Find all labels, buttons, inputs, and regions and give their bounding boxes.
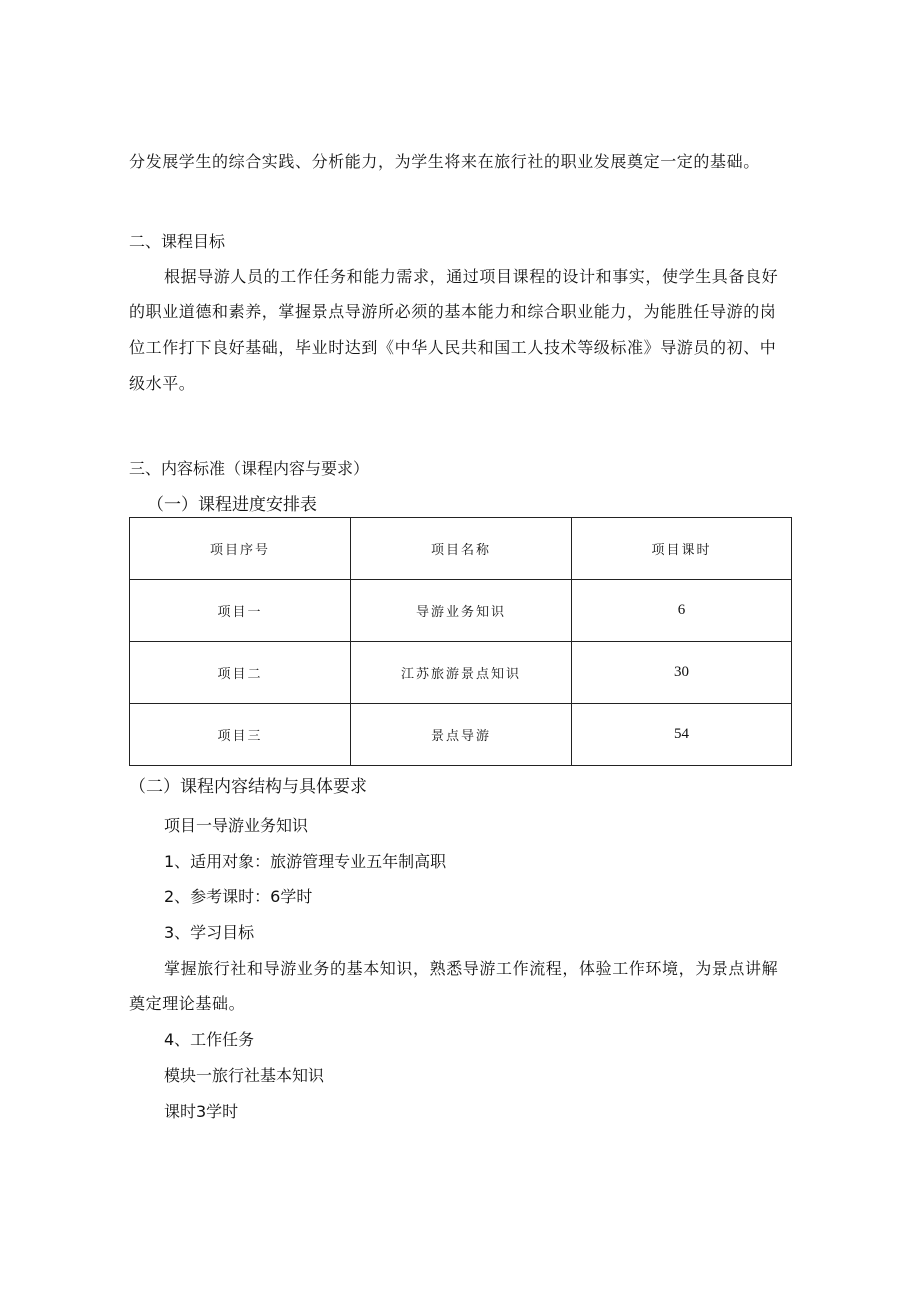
intro-continuation-text: 分发展学生的综合实践、分析能力，为学生将来在旅行社的职业发展奠定一定的基础。 [129, 152, 760, 171]
goals-paragraph-line: 根据导游人员的工作任务和能力需求，通过项目课程的设计和事实，使学生具备良好 [164, 267, 779, 286]
goals-paragraph-line: 的职业道德和素养，掌握景点导游所必须的基本能力和综合职业能力，为能胜任导游的岗 [129, 302, 777, 321]
section-heading-content-standards: 三、内容标准（课程内容与要求） [129, 459, 370, 478]
table-cell: 项目二 [130, 642, 351, 704]
table-cell: 6 [572, 580, 792, 642]
module-title: 模块一旅行社基本知识 [164, 1066, 325, 1085]
goals-paragraph-line: 级水平。 [129, 374, 196, 393]
learning-goals-item: 3、学习目标 [164, 923, 255, 942]
project-title: 项目一导游业务知识 [164, 816, 309, 835]
learning-goals-text-line: 掌握旅行社和导游业务的基本知识，熟悉导游工作流程，体验工作环境，为景点讲解 [164, 959, 779, 978]
applicable-audience-item: 1、适用对象：旅游管理专业五年制高职 [164, 852, 447, 871]
table-cell: 景点导游 [351, 704, 572, 766]
table-header-cell: 项目名称 [351, 518, 572, 580]
table-row [130, 642, 792, 704]
subheading-content-structure: （二）课程内容结构与具体要求 [129, 777, 367, 797]
section-heading-course-goals: 二、课程目标 [129, 232, 226, 251]
table-cell: 项目三 [130, 704, 351, 766]
table-cell: 江苏旅游景点知识 [351, 642, 572, 704]
work-tasks-item: 4、工作任务 [164, 1030, 255, 1049]
table-header-row [130, 518, 792, 580]
table-cell: 项目一 [130, 580, 351, 642]
table-cell: 导游业务知识 [351, 580, 572, 642]
table-row [130, 580, 792, 642]
goals-paragraph-line: 位工作打下良好基础，毕业时达到《中华人民共和国工人技术等级标准》导游员的初、中 [129, 338, 777, 357]
table-header-cell: 项目序号 [130, 518, 351, 580]
table-row [130, 704, 792, 766]
schedule-table [129, 517, 792, 766]
module-hours: 课时3学时 [164, 1102, 239, 1121]
table-cell: 54 [572, 704, 792, 766]
table-cell: 30 [572, 642, 792, 704]
table-header-cell: 项目课时 [572, 518, 792, 580]
reference-hours-item: 2、参考课时：6学时 [164, 887, 313, 906]
subheading-schedule-table: （一）课程进度安排表 [147, 495, 317, 515]
learning-goals-text-line: 奠定理论基础。 [129, 994, 246, 1013]
